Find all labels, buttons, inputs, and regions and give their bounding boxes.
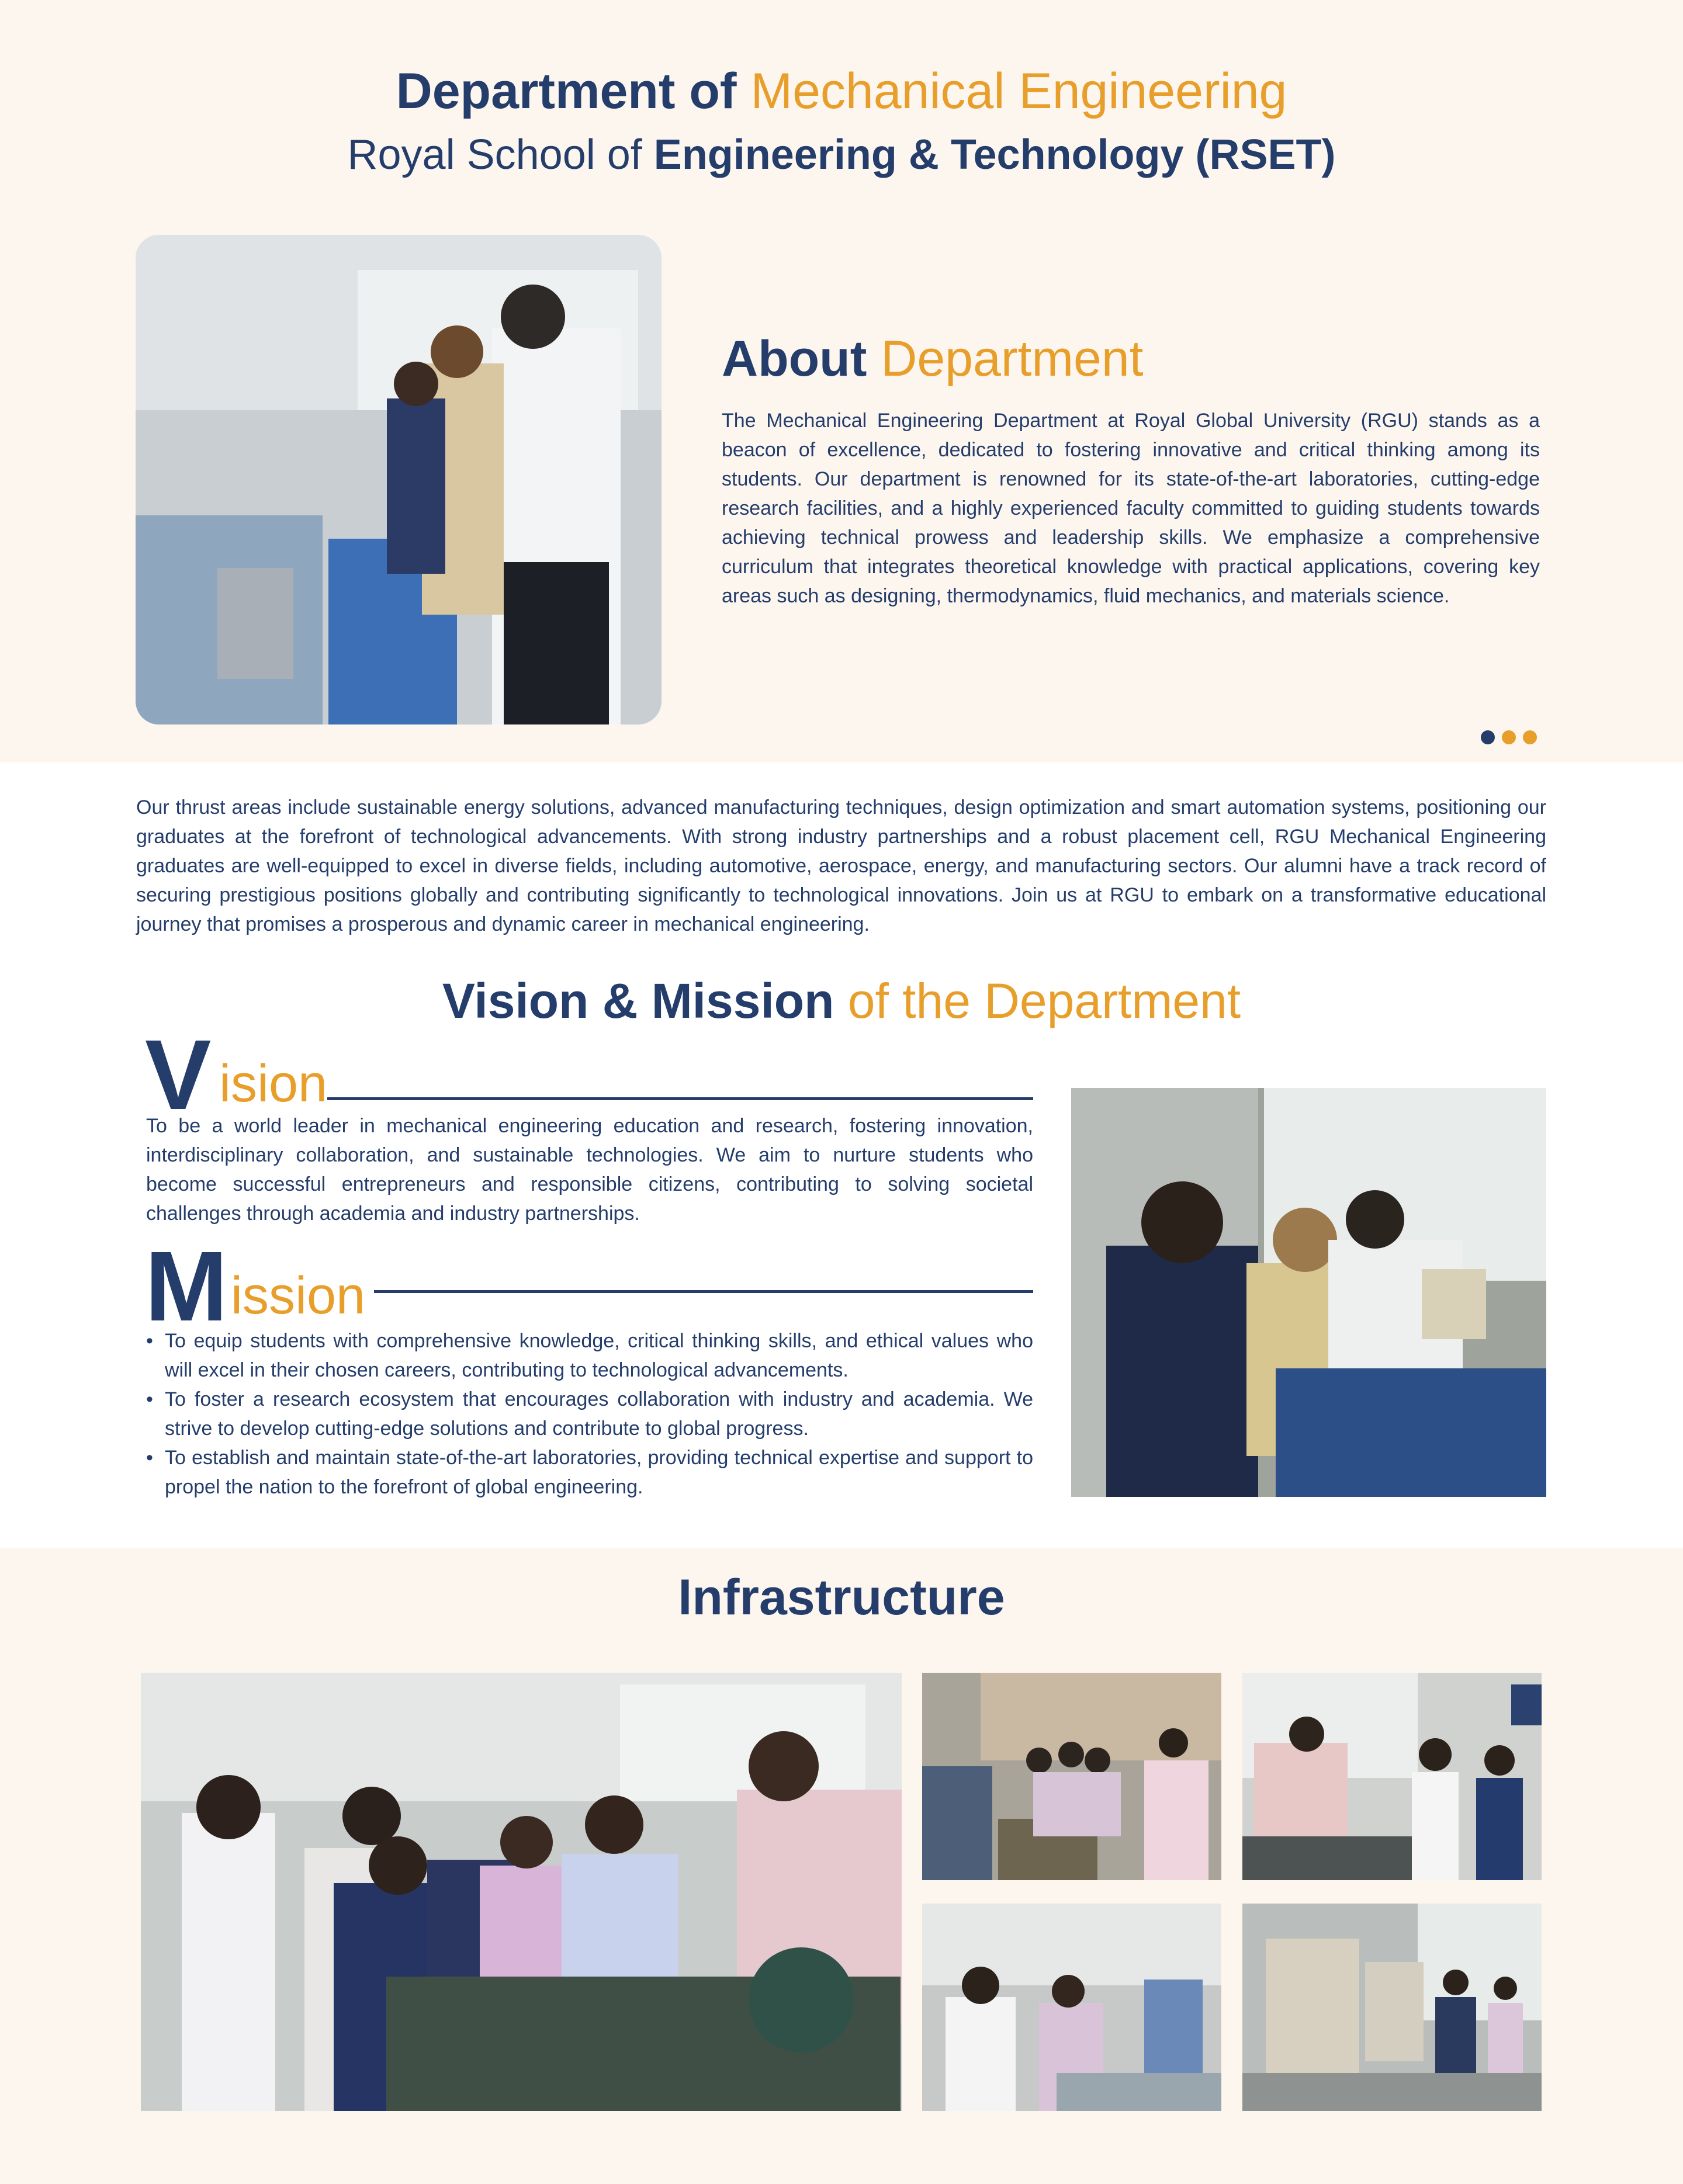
infrastructure-photo [1242, 1904, 1542, 2111]
title-part-2: Mechanical Engineering [750, 63, 1287, 119]
page-title [0, 61, 1683, 122]
carousel-dots [1481, 730, 1537, 744]
title-part-1: Department of [396, 63, 737, 119]
mission-item: • To foster a research ecosystem that encourages collaboration with industry and academia. We strive to develop cutting-edge solutions and contribute to global progress. [146, 1385, 1033, 1443]
carousel-dot [1481, 730, 1495, 744]
carousel-dot [1523, 730, 1537, 744]
mission-word: ission [231, 1267, 366, 1325]
vision-word: ision [219, 1055, 328, 1113]
vm-heading-part-1: Vision & Mission [442, 973, 834, 1028]
infrastructure-photo [922, 1673, 1221, 1880]
infrastructure-photo [1242, 1673, 1542, 1880]
about-heading-part-2: Department [881, 331, 1144, 387]
about-lab-photo [136, 235, 662, 724]
vision-mission-heading [0, 973, 1683, 1029]
vm-heading-part-2: of the Department [847, 973, 1241, 1028]
subtitle-part-1: Royal School of [347, 131, 642, 178]
infrastructure-heading: Infrastructure [678, 1569, 1005, 1625]
page-subtitle [0, 130, 1683, 180]
about-paragraph: The Mechanical Engineering Department at Royal Global University (RGU) stands as a beacon of excellence, dedicated to fostering innovative and critical thinking among its students. Our department is renowned for its state-of-the-art laboratories, cutting-edge research facilities, and a highly experienced faculty committed to guiding students towards achieving technical prowess and leadership skills. We emphasize a comprehensive curriculum that integrates theoretical knowledge with practical applications, covering key areas such as designing, thermodynamics, fluid mechanics, and materials science. [722, 410, 1540, 607]
about-heading [722, 330, 1144, 388]
infrastructure-main-photo [141, 1673, 902, 2111]
mission-item: • To equip students with comprehensive knowledge, critical thinking skills, and ethical values who will excel in their chosen careers, contributing to technological advancements. [146, 1326, 1033, 1385]
thrust-paragraph: Our thrust areas include sustainable energy solutions, advanced manufacturing techniques, design optimization and smart automation systems, positioning our graduates at the forefront of technological advancements. With strong industry partnerships and a robust placement cell, RGU Mechanical Engineering graduates are well-equipped to excel in diverse fields, including automotive, aerospace, energy, and manufacturing sectors. Our alumni have a track record of securing prestigious positions globally and contributing significantly to technological innovations. Join us at RGU to embark on a transformative educational journey that promises a prosperous and dynamic career in mechanical engineering. [136, 796, 1546, 935]
infrastructure-photo [922, 1904, 1221, 2111]
mission-list [146, 1326, 1033, 1502]
carousel-dot [1502, 730, 1516, 744]
vision-initial: V [145, 1020, 212, 1131]
vision-divider [327, 1097, 1033, 1100]
mission-initial: M [145, 1231, 228, 1342]
vision-text: To be a world leader in mechanical engineering education and research, fostering innovation, interdisciplinary collaboration, and sustainable technologies. We aim to nurture students who become successful entrepreneurs and responsible citizens, contributing to solving societal challenges through academia and industry partnerships. [146, 1115, 1033, 1225]
subtitle-part-2: Engineering & Technology (RSET) [653, 131, 1336, 178]
mission-item: • To establish and maintain state-of-the-art laboratories, providing technical expertise and support to propel the nation to the forefront of global engineering. [146, 1443, 1033, 1502]
about-heading-part-1: About [722, 331, 867, 387]
mission-divider [374, 1290, 1033, 1293]
vision-mission-photo [1071, 1088, 1546, 1497]
